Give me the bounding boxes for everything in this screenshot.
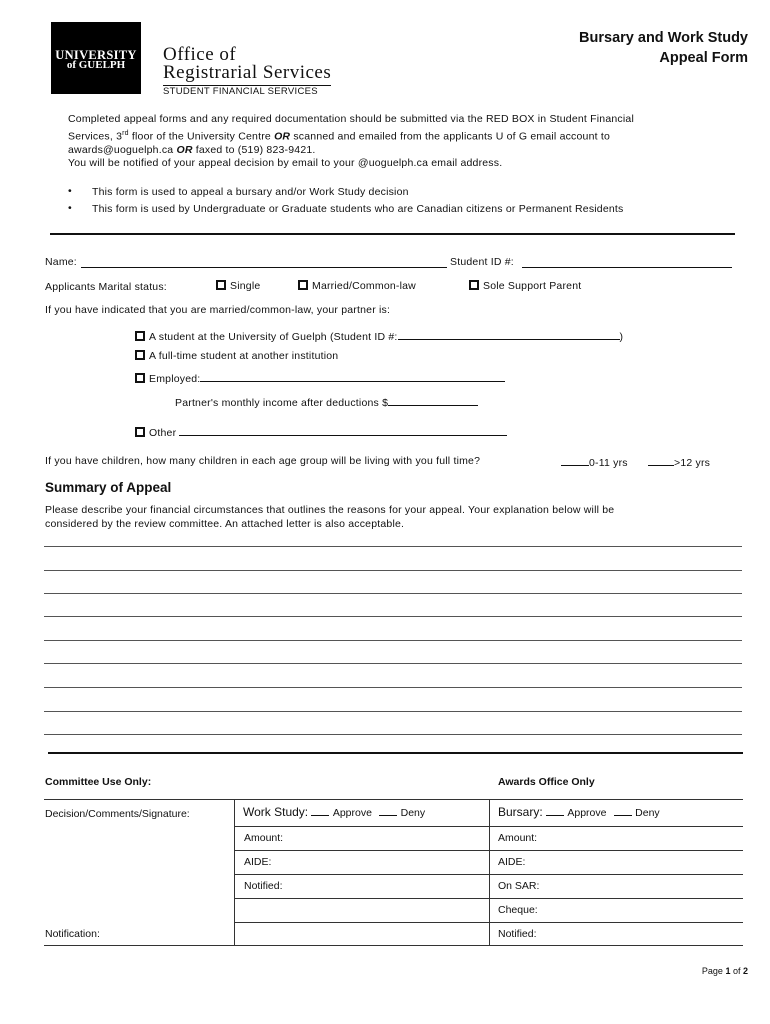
ws-deny-field[interactable] (379, 805, 397, 816)
summary-line[interactable] (44, 593, 742, 594)
row-border (234, 874, 489, 875)
option-sole-parent[interactable]: Sole Support Parent (469, 280, 581, 292)
ws-approve-field[interactable] (311, 805, 329, 816)
logo-line1: UNIVERSITY (55, 48, 137, 62)
table-bottom-border (44, 945, 743, 946)
work-study-row: Work Study: Approve Deny (243, 805, 426, 819)
form-title-line1: Bursary and Work Study (579, 30, 748, 46)
office-line1: Office of (163, 44, 237, 65)
bursary-notified-label: Notified: (498, 928, 537, 940)
awards-label: Awards Office Only (498, 776, 595, 788)
checkbox-partner-employed[interactable] (135, 373, 145, 383)
table-top-border (44, 799, 743, 800)
row-border (489, 922, 743, 923)
checkbox-sole-parent[interactable] (469, 280, 479, 290)
table-divider (489, 799, 490, 946)
employed-field[interactable] (200, 371, 505, 382)
row-border (489, 898, 743, 899)
checkbox-married[interactable] (298, 280, 308, 290)
row-border (489, 826, 743, 827)
summary-line[interactable] (44, 663, 742, 664)
children-age2: >12 yrs (648, 455, 710, 469)
checkbox-single[interactable] (216, 280, 226, 290)
marital-label: Applicants Marital status: (45, 281, 167, 293)
partner-intro: If you have indicated that you are married/common-law, your partner is: (45, 304, 391, 316)
checkbox-partner-other-inst[interactable] (135, 350, 145, 360)
bursary-aide-label: AIDE: (498, 856, 526, 868)
bullet-item: • This form is used by Undergraduate or Graduate students who are Canadian citizens or Permanent Residents (68, 203, 624, 217)
partner-income: Partner's monthly income after deductions $ (175, 395, 478, 409)
row-border (234, 922, 489, 923)
option-married[interactable]: Married/Common-law (298, 280, 416, 292)
checkbox-partner-other[interactable] (135, 427, 145, 437)
checkbox-partner-uog[interactable] (135, 331, 145, 341)
option-single[interactable]: Single (216, 280, 260, 292)
office-line2: Registrarial Services (163, 62, 331, 86)
partner-employed[interactable]: Employed: (135, 371, 505, 385)
bursary-row: Bursary: Approve Deny (498, 805, 660, 819)
row-border (489, 850, 743, 851)
name-label: Name: (45, 256, 77, 268)
summary-line[interactable] (44, 640, 742, 641)
summary-line[interactable] (44, 616, 742, 617)
decision-label: Decision/Comments/Signature: (45, 808, 190, 820)
form-title-line2: Appeal Form (659, 50, 748, 66)
bursary-cheque-label: Cheque: (498, 904, 538, 916)
summary-line[interactable] (44, 687, 742, 688)
office-subtitle: STUDENT FINANCIAL SERVICES (163, 86, 318, 97)
age2-field[interactable] (648, 455, 674, 466)
summary-heading: Summary of Appeal (45, 480, 172, 495)
summary-line[interactable] (44, 711, 742, 712)
logo-line2: of GUELPH (66, 59, 126, 71)
summary-line[interactable] (44, 546, 742, 547)
summary-line[interactable] (44, 570, 742, 571)
intro-line2: Services, 3rd floor of the University Centre OR scanned and emailed from the applicants U of G email account to (68, 129, 611, 142)
intro-line1: Completed appeal forms and any required documentation should be submitted via the RED BOX in Student Financial (68, 113, 634, 125)
student-id-label: Student ID #: (450, 256, 514, 268)
summary-line[interactable] (44, 734, 742, 735)
children-age1: 0-11 yrs (561, 455, 628, 469)
age1-field[interactable] (561, 455, 589, 466)
summary-description: Please describe your financial circumstances that outlines the reasons for your appeal. Your explanation below will be considered by the review committee. An attached letter is also acceptable. (45, 504, 615, 530)
intro-line3: awards@uoguelph.ca OR faxed to (519) 823-9421. (68, 143, 316, 156)
page-number: Page 1 of 2 (701, 966, 748, 976)
children-question: If you have children, how many children in each age group will be living with you full time? (45, 455, 481, 467)
intro-notify: You will be notified of your appeal decision by email to your @uoguelph.ca email address. (68, 157, 503, 169)
bursary-on-sar-label: On SAR: (498, 880, 540, 892)
intro-bullets (68, 186, 624, 219)
intro-text (68, 113, 758, 171)
row-border (234, 898, 489, 899)
notification-label: Notification: (45, 928, 100, 940)
row-border (234, 826, 489, 827)
partner-id-field[interactable] (398, 329, 620, 340)
name-field[interactable] (81, 255, 447, 268)
committee-label: Committee Use Only: (45, 776, 152, 788)
other-field[interactable] (179, 425, 507, 436)
income-field[interactable] (388, 395, 478, 406)
university-logo (51, 22, 141, 94)
ws-aide-label: AIDE: (244, 856, 272, 868)
table-divider (234, 799, 235, 946)
section-divider (50, 233, 735, 235)
bursary-deny-field[interactable] (614, 805, 632, 816)
partner-other-institution[interactable]: A full-time student at another institution (135, 350, 338, 362)
row-border (489, 874, 743, 875)
row-border (234, 850, 489, 851)
bullet-item: • This form is used to appeal a bursary and/or Work Study decision (68, 186, 624, 200)
student-id-field[interactable] (522, 255, 732, 268)
partner-uog[interactable]: A student at the University of Guelph (Student ID #: ) (135, 329, 623, 343)
ws-notified-label: Notified: (244, 880, 283, 892)
bursary-approve-field[interactable] (546, 805, 564, 816)
bursary-amount-label: Amount: (498, 832, 538, 844)
ws-amount-label: Amount: (244, 832, 284, 844)
partner-other[interactable]: Other (135, 425, 507, 439)
section-divider (48, 752, 743, 754)
